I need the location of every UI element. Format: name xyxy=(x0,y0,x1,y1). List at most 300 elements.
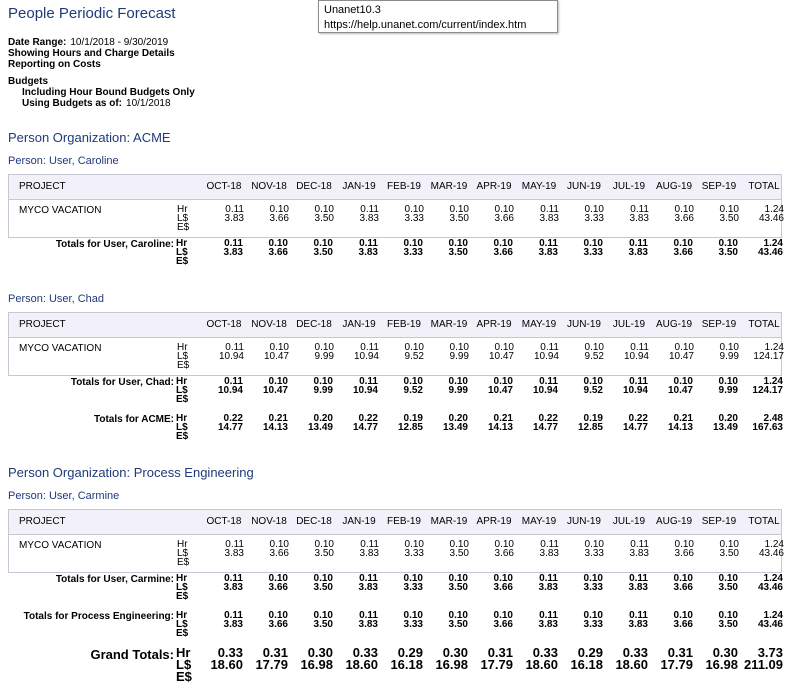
row-type-label: L$ xyxy=(177,548,189,559)
labor-cost-value: 17.79 xyxy=(255,657,288,672)
row-type-labels xyxy=(176,414,190,441)
labor-cost-value: 9.99 xyxy=(448,385,468,396)
hours-value: 1.24 xyxy=(763,610,783,621)
value-cell xyxy=(383,647,423,671)
labor-cost-value: 3.33 xyxy=(403,247,423,258)
hours-value: 0.10 xyxy=(674,342,694,353)
labor-cost-value: 17.79 xyxy=(660,657,693,672)
grand-totals-row xyxy=(8,645,783,687)
hours-value: 0.10 xyxy=(269,539,289,550)
value-cell xyxy=(608,611,648,629)
value-cell xyxy=(563,414,603,432)
labor-cost-value: 3.66 xyxy=(673,582,693,593)
column-header: SEP-19 xyxy=(701,516,737,527)
labor-cost-value: 9.99 xyxy=(718,385,738,396)
value-cell xyxy=(518,574,558,592)
hours-value: 0.10 xyxy=(313,610,333,621)
column-header: OCT-18 xyxy=(206,181,242,192)
hours-value: 0.22 xyxy=(538,413,558,424)
value-cell xyxy=(698,574,738,592)
labor-cost-value: 3.83 xyxy=(629,213,649,224)
labor-cost-value: 3.33 xyxy=(583,582,603,593)
labor-cost-value: 124.17 xyxy=(752,385,783,396)
tooltip-url: https://help.unanet.com/current/index.htm xyxy=(324,19,527,31)
hours-value: 0.10 xyxy=(674,539,694,550)
labor-cost-value: 9.52 xyxy=(404,351,424,362)
labor-cost-value: 10.47 xyxy=(667,385,693,396)
value-cell xyxy=(428,611,468,629)
labor-cost-value: 3.33 xyxy=(404,213,424,224)
value-cell xyxy=(609,540,649,558)
hours-value: 0.11 xyxy=(360,204,379,215)
labor-cost-value: 17.79 xyxy=(480,657,513,672)
value-cell xyxy=(428,647,468,671)
labor-cost-value: 3.33 xyxy=(403,582,423,593)
row-type-labels xyxy=(177,343,191,370)
column-header: JUL-19 xyxy=(612,516,646,527)
value-cell xyxy=(698,377,738,395)
value-cell xyxy=(203,414,243,432)
labor-cost-value: 3.33 xyxy=(583,247,603,258)
hours-value: 0.29 xyxy=(577,645,603,660)
hours-value: 0.11 xyxy=(539,238,558,249)
hours-value: 0.11 xyxy=(539,573,558,584)
labor-cost-value: 3.50 xyxy=(719,213,739,224)
labor-cost-value: 167.63 xyxy=(752,422,783,433)
labor-cost-value: 9.52 xyxy=(583,385,603,396)
column-header: JUN-19 xyxy=(567,319,601,330)
project-name: MYCO VACATION xyxy=(19,343,102,354)
hours-value: 0.10 xyxy=(404,204,424,215)
row-type-label: Hr xyxy=(177,204,188,215)
labor-cost-value: 43.46 xyxy=(757,619,783,630)
hours-value: 0.10 xyxy=(673,238,693,249)
labor-cost-value: 3.83 xyxy=(358,247,378,258)
org-heading-acme: Person Organization: ACME xyxy=(8,130,171,145)
hours-value: 0.10 xyxy=(313,238,333,249)
hours-value: 0.11 xyxy=(224,610,243,621)
value-cell xyxy=(338,611,378,629)
value-cell xyxy=(564,205,604,223)
hours-value: 2.48 xyxy=(763,413,783,424)
value-cell xyxy=(204,343,244,361)
hours-value: 0.11 xyxy=(539,376,558,387)
value-cell xyxy=(248,574,288,592)
row-type-labels xyxy=(177,540,191,567)
row-type-label: L$ xyxy=(176,385,188,396)
hours-value: 0.11 xyxy=(630,204,649,215)
column-header: NOV-18 xyxy=(251,319,287,330)
column-header-project: PROJECT xyxy=(19,516,66,527)
hours-value: 0.10 xyxy=(719,342,739,353)
value-cell xyxy=(698,239,738,257)
labor-cost-value: 16.18 xyxy=(390,657,423,672)
labor-cost-value: 3.66 xyxy=(673,619,693,630)
hours-value: 1.24 xyxy=(764,204,784,215)
hours-value: 0.11 xyxy=(539,610,558,621)
value-cell xyxy=(428,574,468,592)
row-type-label: Hr xyxy=(176,413,188,424)
labor-cost-value: 3.83 xyxy=(628,619,648,630)
column-header: JAN-19 xyxy=(342,319,376,330)
project-table xyxy=(8,174,782,238)
hours-value: 0.20 xyxy=(313,413,333,424)
hours-value: 0.10 xyxy=(448,573,468,584)
hours-value: 0.21 xyxy=(493,413,513,424)
labor-cost-value: 3.83 xyxy=(628,247,648,258)
hours-value: 0.11 xyxy=(225,204,244,215)
labor-cost-value: 3.33 xyxy=(584,548,604,559)
value-cell xyxy=(474,205,514,223)
column-header: TOTAL xyxy=(748,516,780,527)
value-cell xyxy=(338,377,378,395)
labor-cost-value: 3.66 xyxy=(493,247,513,258)
using-budgets-value: 10/1/2018 xyxy=(126,98,171,109)
column-header: JUN-19 xyxy=(567,181,601,192)
hours-value: 0.11 xyxy=(360,342,379,353)
hours-value: 0.11 xyxy=(630,539,649,550)
labor-cost-value: 3.83 xyxy=(359,548,379,559)
labor-cost-value: 3.66 xyxy=(268,619,288,630)
hours-value: 0.33 xyxy=(532,645,558,660)
row-type-label: Hr xyxy=(176,376,188,387)
value-cell xyxy=(519,540,559,558)
labor-cost-value: 13.49 xyxy=(442,422,468,433)
value-cell xyxy=(608,377,648,395)
hours-value: 0.31 xyxy=(667,645,693,660)
labor-cost-value: 14.77 xyxy=(532,422,558,433)
labor-cost-value: 18.60 xyxy=(525,657,558,672)
value-cell xyxy=(743,414,783,432)
column-header: FEB-19 xyxy=(387,516,421,527)
hours-value: 0.11 xyxy=(224,573,243,584)
labor-cost-value: 13.49 xyxy=(712,422,738,433)
labor-cost-value: 3.33 xyxy=(583,619,603,630)
labor-cost-value: 3.83 xyxy=(223,247,243,258)
value-cell xyxy=(519,343,559,361)
value-cell xyxy=(518,377,558,395)
value-cell xyxy=(383,414,423,432)
row-type-labels xyxy=(176,647,190,683)
hours-value: 0.33 xyxy=(622,645,648,660)
value-cell xyxy=(474,343,514,361)
hours-value: 0.11 xyxy=(629,610,648,621)
row-type-label: E$ xyxy=(176,669,192,684)
labor-cost-value: 3.66 xyxy=(674,548,694,559)
hours-value: 1.24 xyxy=(764,539,784,550)
hours-value: 0.21 xyxy=(673,413,693,424)
column-header: TOTAL xyxy=(748,181,780,192)
hours-value: 0.10 xyxy=(493,376,513,387)
value-cell xyxy=(249,343,289,361)
labor-cost-value: 3.50 xyxy=(719,548,739,559)
value-cell xyxy=(608,574,648,592)
hours-value: 0.10 xyxy=(269,342,289,353)
labor-cost-value: 14.13 xyxy=(667,422,693,433)
value-cell xyxy=(248,377,288,395)
labor-cost-value: 10.94 xyxy=(622,385,648,396)
hours-value: 0.11 xyxy=(224,376,243,387)
column-header: JAN-19 xyxy=(342,181,376,192)
value-cell xyxy=(203,647,243,671)
person-heading-chad: Person: User, Chad xyxy=(8,293,104,305)
labor-cost-value: 14.13 xyxy=(487,422,513,433)
labor-cost-value: 3.83 xyxy=(224,213,244,224)
labor-cost-value: 3.50 xyxy=(448,247,468,258)
row-type-label: E$ xyxy=(176,628,189,639)
hours-value: 0.20 xyxy=(448,413,468,424)
hours-value: 0.10 xyxy=(314,204,334,215)
value-cell xyxy=(383,239,423,257)
hours-value: 0.11 xyxy=(225,539,244,550)
labor-cost-value: 9.99 xyxy=(719,351,739,362)
hours-value: 0.10 xyxy=(674,204,694,215)
hours-value: 0.10 xyxy=(449,342,469,353)
value-cell xyxy=(518,611,558,629)
value-cell xyxy=(338,574,378,592)
labor-cost-value: 3.50 xyxy=(449,548,469,559)
hours-value: 0.10 xyxy=(314,539,334,550)
row-type-labels xyxy=(176,574,190,601)
labor-cost-value: 3.50 xyxy=(314,213,334,224)
labor-cost-value: 211.09 xyxy=(743,657,783,672)
value-cell xyxy=(473,239,513,257)
labor-cost-value: 3.33 xyxy=(404,548,424,559)
help-tooltip xyxy=(318,0,558,33)
labor-cost-value: 9.99 xyxy=(314,351,334,362)
hours-value: 0.10 xyxy=(313,573,333,584)
labor-cost-value: 10.47 xyxy=(262,385,288,396)
value-cell xyxy=(519,205,559,223)
labor-cost-value: 3.66 xyxy=(674,213,694,224)
hours-value: 0.22 xyxy=(358,413,378,424)
row-type-label: E$ xyxy=(177,222,190,233)
value-cell xyxy=(248,239,288,257)
totals-label: Totals for User, Carmine: xyxy=(55,574,174,585)
value-cell xyxy=(203,574,243,592)
value-cell xyxy=(473,611,513,629)
labor-cost-value: 3.50 xyxy=(449,213,469,224)
row-type-labels xyxy=(177,205,191,232)
hours-value: 0.10 xyxy=(584,539,604,550)
row-type-label: E$ xyxy=(177,360,190,371)
labor-cost-value: 9.52 xyxy=(403,385,423,396)
labor-cost-value: 18.60 xyxy=(210,657,243,672)
column-header: AUG-19 xyxy=(655,319,693,330)
labor-cost-value: 3.50 xyxy=(718,582,738,593)
hours-value: 0.10 xyxy=(404,342,424,353)
hours-value: 0.11 xyxy=(629,376,648,387)
hours-value: 0.10 xyxy=(584,342,604,353)
value-cell xyxy=(294,540,334,558)
labor-cost-value: 10.47 xyxy=(488,351,514,362)
value-cell xyxy=(474,540,514,558)
column-header: DEC-18 xyxy=(296,181,332,192)
value-cell xyxy=(338,647,378,671)
hours-value: 0.11 xyxy=(359,238,378,249)
hours-value: 0.30 xyxy=(712,645,738,660)
value-cell xyxy=(653,414,693,432)
value-cell xyxy=(518,414,558,432)
column-header: APR-19 xyxy=(476,319,512,330)
hours-value: 0.10 xyxy=(494,539,514,550)
value-cell xyxy=(428,377,468,395)
value-cell xyxy=(248,647,288,671)
labor-cost-value: 43.46 xyxy=(757,582,783,593)
value-cell xyxy=(338,414,378,432)
report-criteria xyxy=(8,37,195,109)
hours-value: 0.20 xyxy=(718,413,738,424)
labor-cost-value: 3.83 xyxy=(628,582,648,593)
hours-value: 0.33 xyxy=(217,645,243,660)
column-header: OCT-18 xyxy=(206,516,242,527)
hours-value: 0.11 xyxy=(629,573,648,584)
labor-cost-value: 10.94 xyxy=(218,351,244,362)
row-type-labels xyxy=(176,611,190,638)
labor-cost-value: 12.85 xyxy=(577,422,603,433)
value-cell xyxy=(383,574,423,592)
value-cell xyxy=(384,205,424,223)
column-header: OCT-18 xyxy=(206,319,242,330)
value-cell xyxy=(203,239,243,257)
project-name: MYCO VACATION xyxy=(19,205,102,216)
value-cell xyxy=(294,205,334,223)
hours-value: 1.24 xyxy=(764,342,784,353)
org-totals-row xyxy=(8,610,783,645)
value-cell xyxy=(744,540,784,558)
date-range-label: Date Range: xyxy=(8,37,67,48)
labor-cost-value: 3.83 xyxy=(358,619,378,630)
column-header: MAY-19 xyxy=(521,516,557,527)
labor-cost-value: 10.47 xyxy=(263,351,289,362)
labor-cost-value: 10.94 xyxy=(352,385,378,396)
column-header: JUL-19 xyxy=(612,319,646,330)
labor-cost-value: 3.33 xyxy=(584,213,604,224)
tooltip-version: Unanet10.3 xyxy=(324,4,381,16)
hours-value: 3.73 xyxy=(757,645,783,660)
row-type-label: L$ xyxy=(177,213,189,224)
labor-cost-value: 3.83 xyxy=(224,548,244,559)
labor-cost-value: 3.83 xyxy=(538,247,558,258)
hours-value: 0.10 xyxy=(584,204,604,215)
hours-value: 0.10 xyxy=(718,573,738,584)
date-range-value: 10/1/2018 - 9/30/2019 xyxy=(70,37,169,48)
column-header: SEP-19 xyxy=(701,319,737,330)
row-type-label: E$ xyxy=(176,591,189,602)
hours-value: 0.10 xyxy=(449,204,469,215)
hours-value: 0.10 xyxy=(583,238,603,249)
value-cell xyxy=(203,377,243,395)
labor-cost-value: 14.77 xyxy=(352,422,378,433)
hours-value: 0.10 xyxy=(494,342,514,353)
column-header-project: PROJECT xyxy=(19,181,66,192)
hours-value: 0.11 xyxy=(360,539,379,550)
row-type-label: L$ xyxy=(176,247,188,258)
hours-value: 0.10 xyxy=(718,238,738,249)
value-cell xyxy=(653,377,693,395)
value-cell xyxy=(653,574,693,592)
labor-cost-value: 10.94 xyxy=(623,351,649,362)
labor-cost-value: 3.50 xyxy=(448,619,468,630)
project-table xyxy=(8,509,782,573)
value-cell xyxy=(654,205,694,223)
value-cell xyxy=(339,343,379,361)
hours-value: 0.11 xyxy=(540,539,559,550)
hours-value: 0.30 xyxy=(442,645,468,660)
table-row xyxy=(9,342,784,377)
column-header: APR-19 xyxy=(476,181,512,192)
page-title: People Periodic Forecast xyxy=(8,5,176,22)
table-header xyxy=(9,510,781,535)
value-cell xyxy=(654,540,694,558)
labor-cost-value: 10.94 xyxy=(353,351,379,362)
hours-value: 0.10 xyxy=(494,204,514,215)
hours-value: 0.31 xyxy=(262,645,288,660)
labor-cost-value: 16.98 xyxy=(435,657,468,672)
hours-value: 0.11 xyxy=(224,238,243,249)
hours-value: 0.10 xyxy=(493,238,513,249)
row-type-label: Hr xyxy=(176,610,188,621)
value-cell xyxy=(293,611,333,629)
value-cell xyxy=(518,647,558,671)
labor-cost-value: 10.94 xyxy=(533,351,559,362)
labor-cost-value: 3.50 xyxy=(313,247,333,258)
value-cell xyxy=(473,414,513,432)
column-header-project: PROJECT xyxy=(19,319,66,330)
column-header: DEC-18 xyxy=(296,319,332,330)
row-type-label: L$ xyxy=(176,657,192,672)
hours-value: 0.10 xyxy=(268,238,288,249)
value-cell xyxy=(744,205,784,223)
hours-value: 0.10 xyxy=(268,376,288,387)
table-row xyxy=(9,204,784,239)
labor-cost-value: 3.66 xyxy=(269,213,289,224)
totals-row xyxy=(8,238,783,273)
value-cell xyxy=(293,414,333,432)
table-header xyxy=(9,175,781,200)
column-header: NOV-18 xyxy=(251,181,287,192)
labor-cost-value: 9.52 xyxy=(584,351,604,362)
value-cell xyxy=(203,611,243,629)
value-cell xyxy=(293,377,333,395)
row-type-label: L$ xyxy=(176,619,188,630)
value-cell xyxy=(608,647,648,671)
value-cell xyxy=(518,239,558,257)
value-cell xyxy=(563,647,603,671)
project-name: MYCO VACATION xyxy=(19,540,102,551)
column-header: TOTAL xyxy=(748,319,780,330)
value-cell xyxy=(249,540,289,558)
value-cell xyxy=(564,343,604,361)
labor-cost-value: 3.83 xyxy=(223,582,243,593)
value-cell xyxy=(698,414,738,432)
showing-text: Showing Hours and Charge Details xyxy=(8,48,175,59)
totals-row xyxy=(8,573,783,608)
labor-cost-value: 18.60 xyxy=(615,657,648,672)
labor-cost-value: 124.17 xyxy=(753,351,784,362)
value-cell xyxy=(384,343,424,361)
value-cell xyxy=(293,239,333,257)
labor-cost-value: 3.66 xyxy=(493,582,513,593)
labor-cost-value: 43.46 xyxy=(758,548,784,559)
value-cell xyxy=(293,574,333,592)
hours-value: 0.19 xyxy=(403,413,423,424)
value-cell xyxy=(743,574,783,592)
value-cell xyxy=(608,239,648,257)
totals-label: Totals for ACME: xyxy=(94,414,174,425)
column-header: MAR-19 xyxy=(430,516,468,527)
column-header: FEB-19 xyxy=(387,181,421,192)
